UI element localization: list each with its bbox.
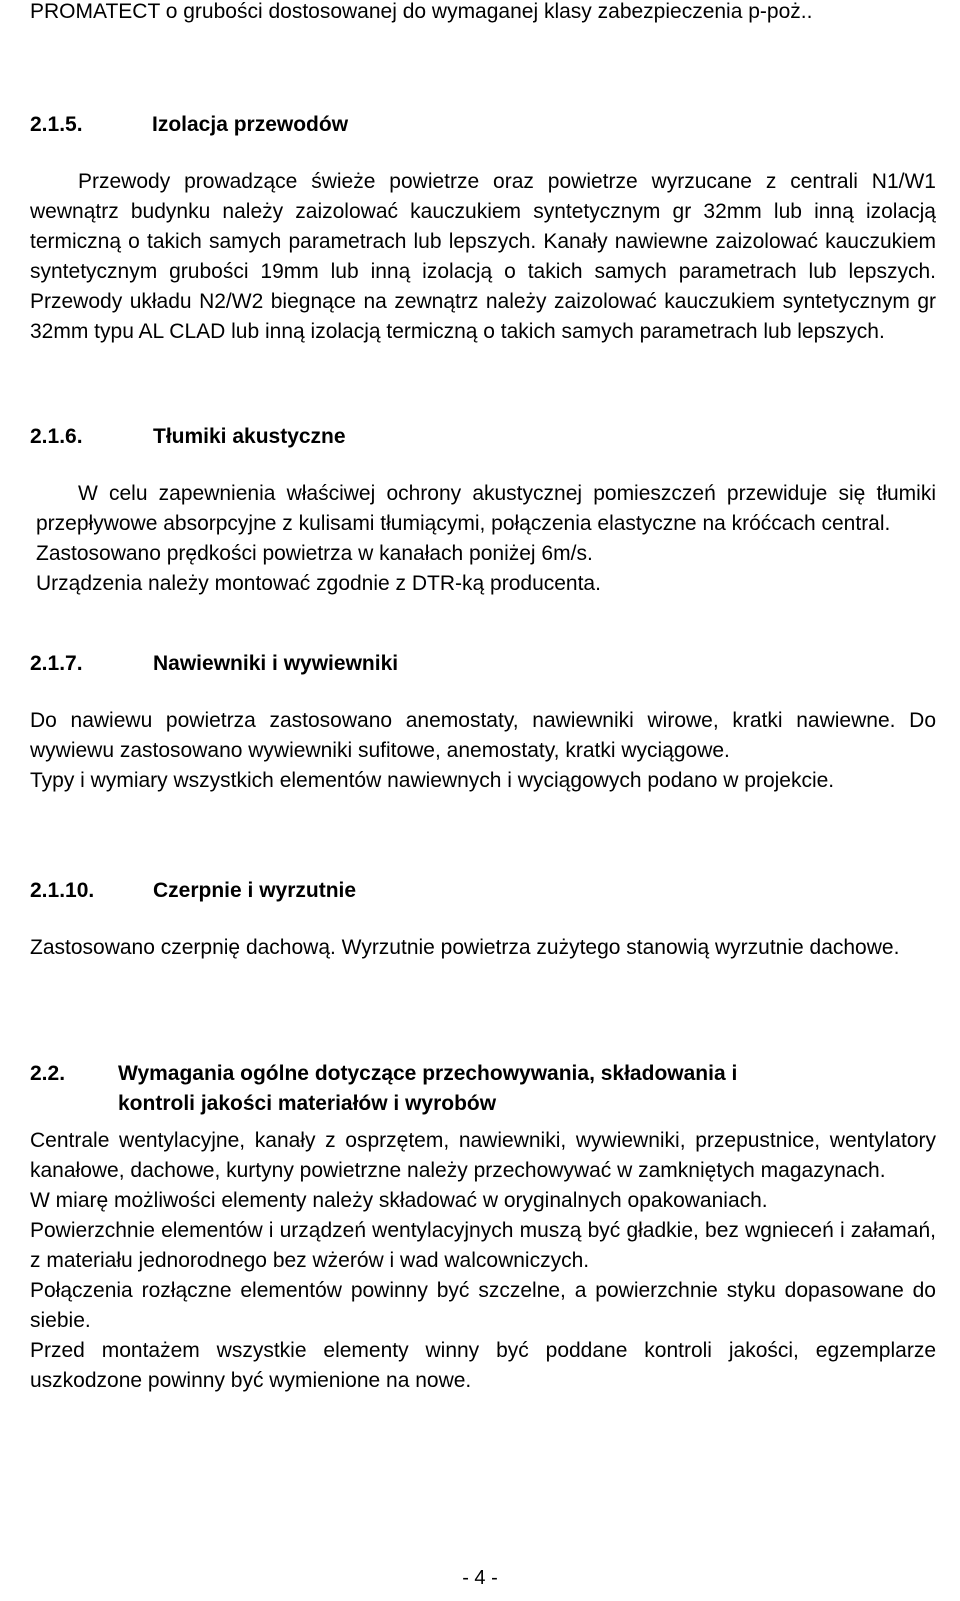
section-heading-2-1-5 [30, 110, 936, 140]
section-paragraph: Powierzchnie elementów i urządzeń wentylacyjnych muszą być gładkie, bez wgnieceń i załamań, z materiału jednorodnego bez wżerów i wad walcowniczych. [30, 1219, 936, 1272]
section-title: Izolacja przewodów [152, 113, 349, 136]
section-number: 2.1.10. [30, 879, 95, 902]
section-heading-2-2 [30, 1059, 936, 1119]
section-number: 2.1.6. [30, 425, 83, 448]
section-paragraph: Centrale wentylacyjne, kanały z osprzętem, nawiewniki, wywiewniki, przepustnice, wentylatory kanałowe, dachowe, kurtyny powietrzne należy przechowywać w zamkniętych magazynach. [30, 1129, 936, 1182]
section-paragraph: Do nawiewu powietrza zastosowano anemostaty, nawiewniki wirowe, kratki nawiewne. Do wywiewu zastosowano wywiewniki sufitowe, anemostaty, kratki wyciągowe. [30, 709, 936, 762]
section-title-line: kontroli jakości materiałów i wyrobów [118, 1092, 497, 1115]
section-paragraph: Przewody prowadzące świeże powietrze oraz powietrze wyrzucane z centrali N1/W1 wewnątrz budynku należy zaizolować kauczukiem syntetycznym gr 32mm lub inną izolacją termiczną o takich samych parametrach lub lepszych. Kanały nawiewne zaizolować kauczukiem syntetycznym grubości 19mm lub inną izolacją o takich samych parametrach lub lepszych. Przewody układu N2/W2 biegnące na zewnątrz należy zaizolować kauczukiem syntetycznym gr 32mm typu AL CLAD lub inną izolacją termiczną o takich samych parametrach lub lepszych. [30, 170, 936, 343]
section-paragraph: Typy i wymiary wszystkich elementów nawiewnych i wyciągowych podano w projekcie. [30, 769, 835, 792]
section-body-2-2 [30, 1126, 936, 1396]
section-paragraph: Przed montażem wszystkie elementy winny być poddane kontroli jakości, egzemplarze uszkodzone powinny być wymienione na nowe. [30, 1339, 936, 1392]
section-title: Nawiewniki i wywiewniki [153, 652, 399, 675]
section-number: 2.1.7. [30, 652, 83, 675]
section-paragraph: Urządzenia należy montować zgodnie z DTR-ką producenta. [36, 572, 601, 595]
section-number: 2.2. [30, 1062, 66, 1085]
section-paragraph: Zastosowano prędkości powietrza w kanałach poniżej 6m/s. [36, 542, 593, 565]
section-title: Tłumiki akustyczne [153, 425, 346, 448]
section-heading-2-1-7 [30, 649, 936, 679]
section-paragraph: W celu zapewnienia właściwej ochrony akustycznej pomieszczeń przewiduje się tłumiki przepływowe absorpcyjne z kulisami tłumiącymi, połączenia elastyczne na króćcach central. [36, 482, 936, 535]
section-title-line: Wymagania ogólne dotyczące przechowywania, składowania i [118, 1062, 738, 1085]
section-body-2-1-6 [36, 479, 936, 599]
section-paragraph: W miarę możliwości elementy należy składować w oryginalnych opakowaniach. [30, 1189, 768, 1212]
section-paragraph: Zastosowano czerpnię dachową. Wyrzutnie powietrza zużytego stanowią wyrzutnie dachowe. [30, 936, 900, 959]
intro-text: PROMATECT o grubości dostosowanej do wymaganej klasy zabezpieczenia p-poż.. [30, 0, 813, 23]
section-title: Czerpnie i wyrzutnie [153, 879, 357, 902]
section-paragraph: Połączenia rozłączne elementów powinny być szczelne, a powierzchnie styku dopasowane do siebie. [30, 1279, 936, 1332]
section-number: 2.1.5. [30, 113, 83, 136]
section-heading-2-1-6 [30, 422, 936, 452]
section-body-2-1-7 [30, 706, 936, 796]
section-heading-2-1-10 [30, 876, 936, 906]
page-number: - 4 - [462, 1567, 498, 1589]
